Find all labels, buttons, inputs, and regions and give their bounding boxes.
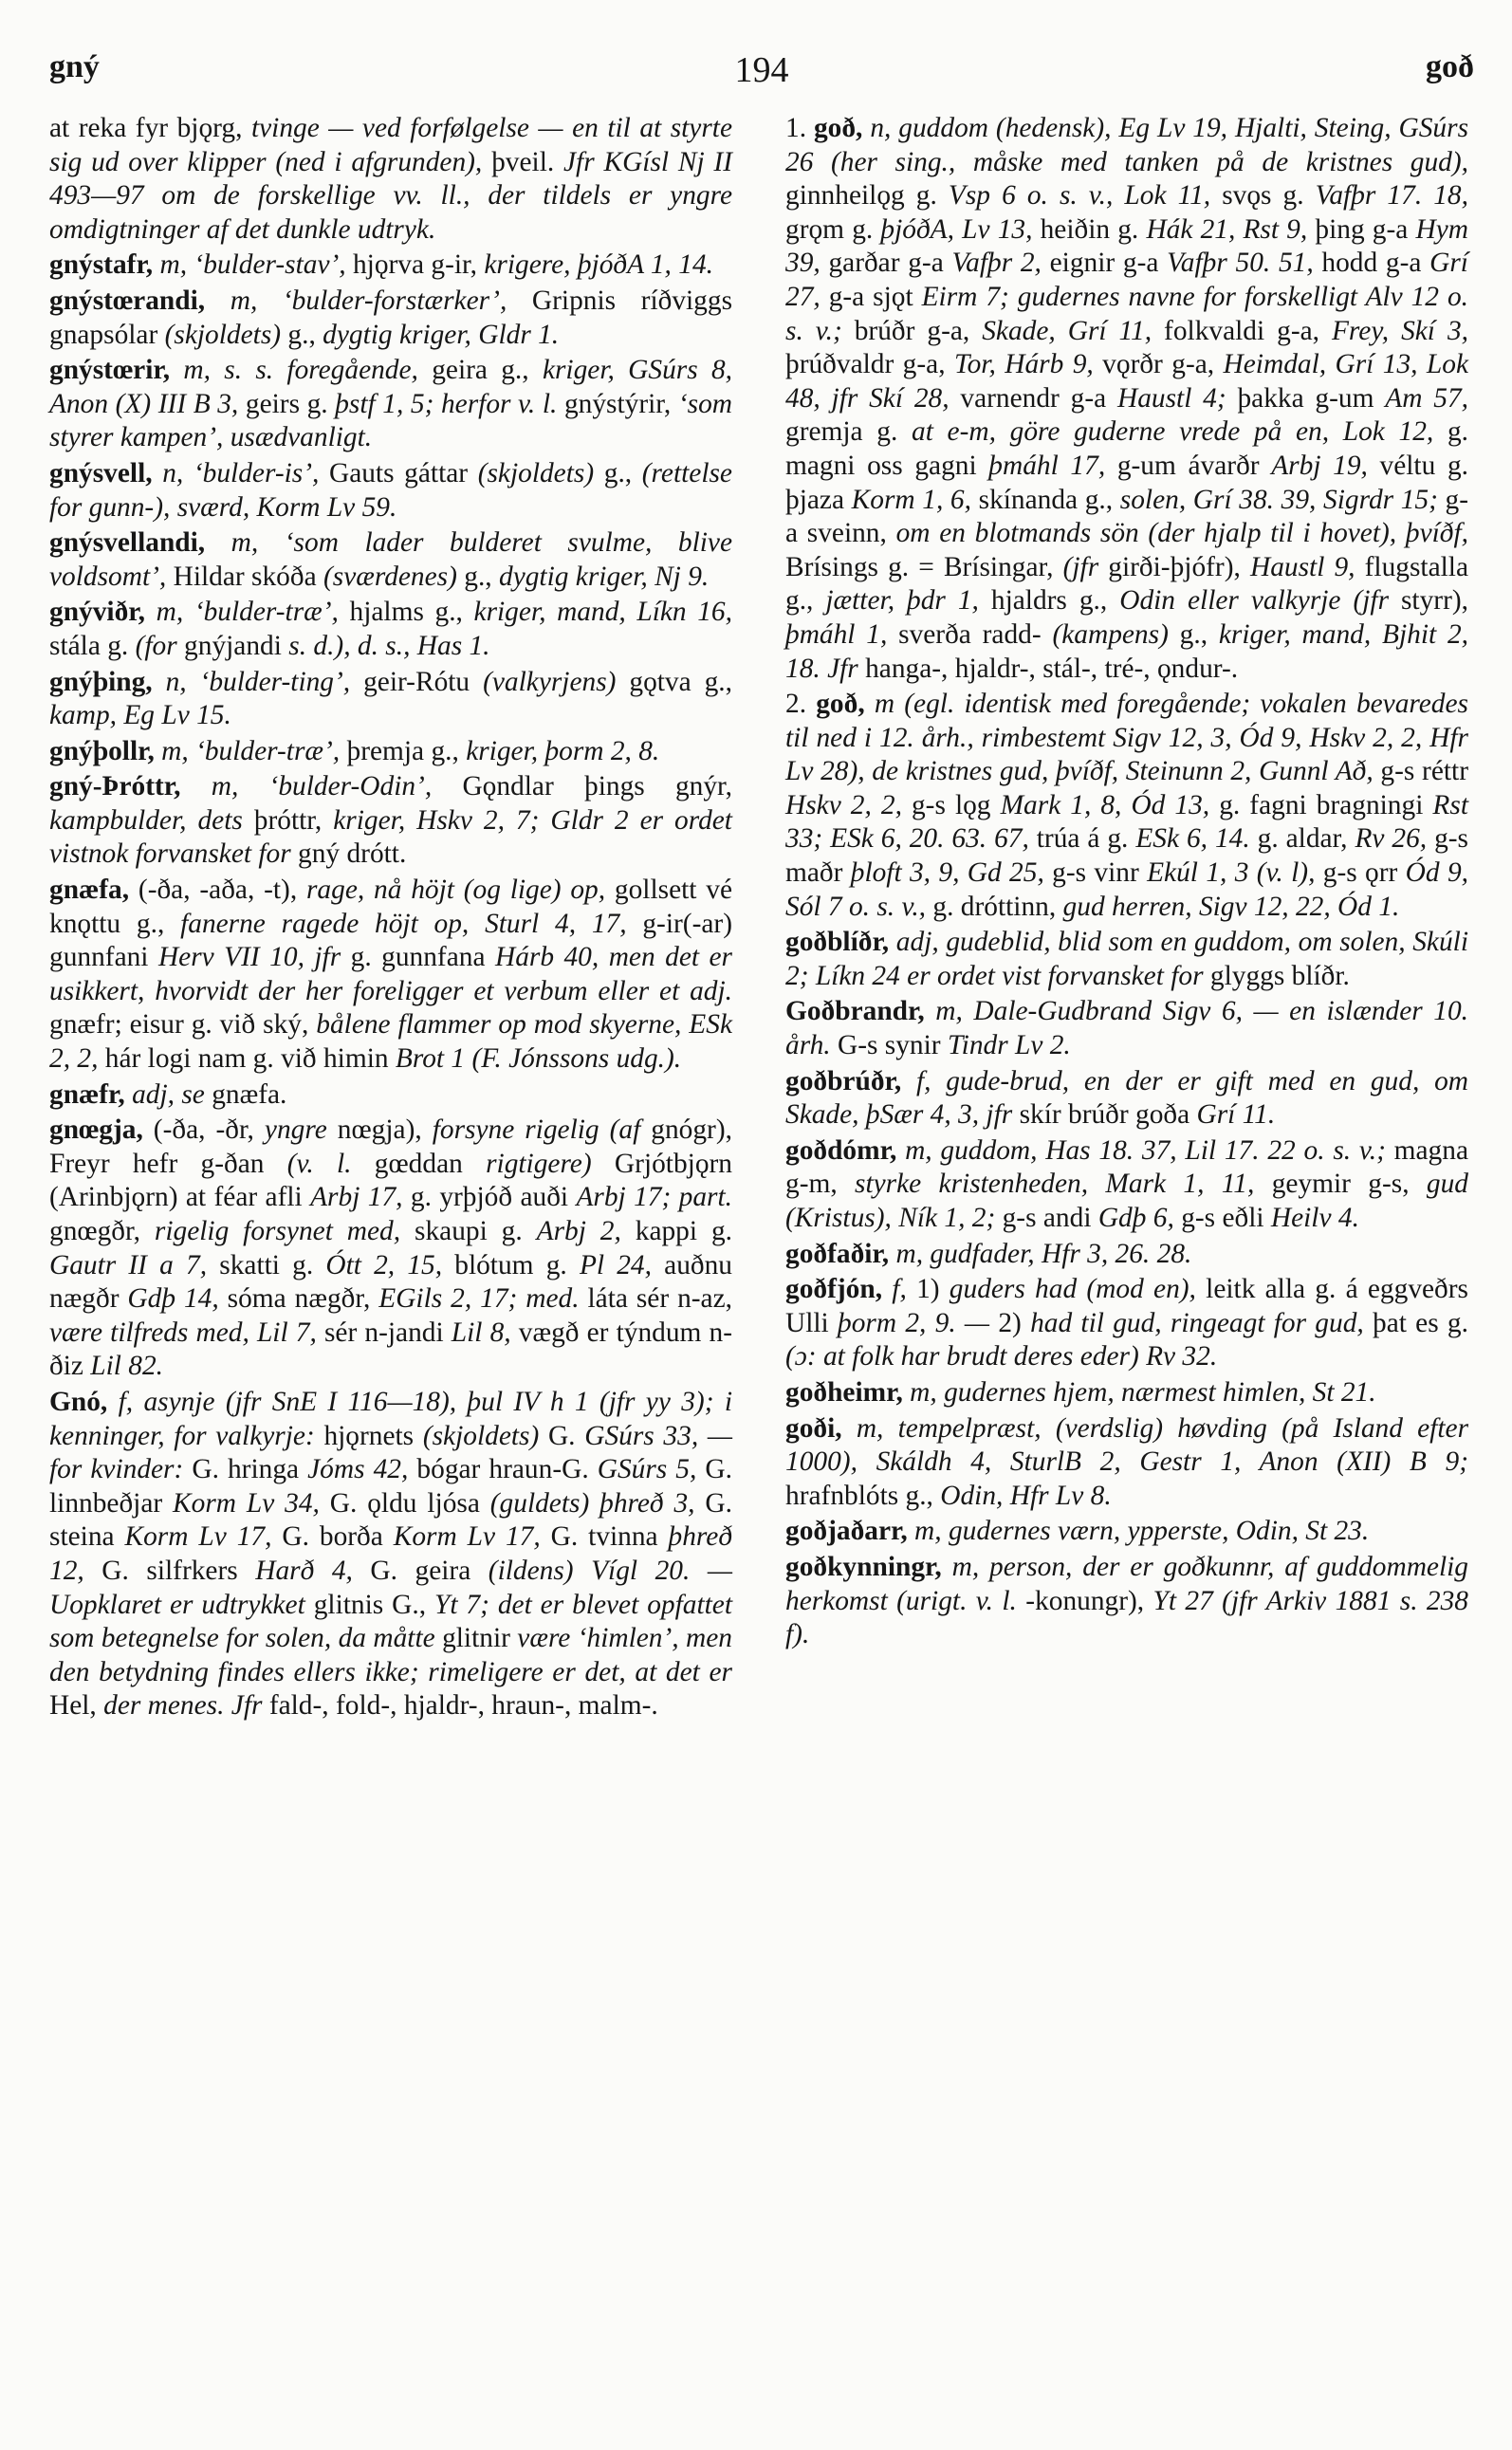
entry-text: n, ‘bulder-ting’, (165, 666, 364, 697)
entry-text: Grí 11. (1196, 1099, 1276, 1131)
entry-text: g., (1179, 618, 1219, 650)
dictionary-entry (49, 112, 732, 247)
entry-headword: goðfaðir, (785, 1238, 896, 1269)
entry-text: g., (603, 457, 642, 488)
entry-text: m, gudernes værn, ypperste, Odin, St 23. (914, 1516, 1370, 1547)
entry-text: Ekúl 1, 3 (v. l), (1147, 857, 1323, 889)
entry-text: dygtig kriger, Gldr 1. (323, 319, 560, 350)
entry-text: (-ða, -aða, -t), (138, 875, 306, 906)
entry-text: Vafþr 17. 18, (1315, 180, 1468, 212)
entry-text: (guldets) þhreð 3, (489, 1487, 706, 1519)
entry-text: rigtigere) (486, 1148, 615, 1179)
entry-text: ginnheilǫg g. (785, 180, 949, 212)
entry-text: (skjoldets) (164, 319, 288, 350)
entry-text: gœddan (374, 1148, 487, 1179)
entry-text: g. aldar, (1257, 823, 1355, 855)
entry-text: skaupi g. (415, 1216, 537, 1246)
entry-text: s. d.), d. s., Has 1. (288, 630, 490, 661)
entry-headword: gnýsvell, (49, 457, 163, 488)
entry-text: G. steina (49, 1487, 732, 1553)
entry-text: (sværdenes) (323, 561, 465, 592)
entry-text: m, ‘bulder-stav’, (159, 249, 353, 281)
entry-text: geira g., (432, 355, 543, 386)
dictionary-entry (49, 285, 732, 352)
entry-text: hanga-, hjaldr-, stál-, tré-, ǫndur-. (865, 653, 1239, 684)
entry-text: sóma nægðr, (227, 1283, 379, 1315)
entry-text: Jóms 42, (307, 1454, 417, 1485)
entry-text: bógar hraun-G. (416, 1454, 598, 1485)
entry-text: G. tvinna (550, 1521, 669, 1553)
entry-headword: goð, (816, 689, 875, 720)
dictionary-entry (49, 666, 732, 733)
entry-text: n, ‘bulder-is’, (162, 457, 329, 488)
dictionary-entry (49, 735, 732, 769)
dictionary-entry (785, 1065, 1468, 1133)
entry-text: grǫm g. (785, 213, 881, 245)
entry-text: gnæfa. (212, 1078, 287, 1110)
entry-text: g-a sveinn, (785, 484, 1469, 549)
entry-text: glyggs blíðr. (1209, 960, 1350, 991)
page-number: 194 (734, 50, 789, 90)
entry-text: sverða radd- (898, 618, 1053, 650)
entry-text: heiðin g. (1040, 213, 1147, 245)
entry-text: m, ‘bulder-Odin’, (211, 771, 463, 802)
entry-text: 2) (998, 1307, 1031, 1338)
entry-text: m, Dale-Gudbrand Sigv 6, — en islænder 10. årh. (785, 996, 1468, 1061)
entry-text: Gautr II a 7, (49, 1249, 220, 1280)
entry-text: rigelig forsynet med, (154, 1216, 415, 1246)
entry-text: hjǫrva g-ir, (352, 249, 485, 281)
left-guide-word: gný (49, 49, 100, 84)
entry-text: skatti g. (219, 1249, 326, 1280)
entry-text: kriger, GSúrs 8, Anon (X) III B 3, (49, 355, 732, 419)
entry-text: G. ǫldu ljósa (329, 1487, 490, 1519)
entry-headword: gnæfa, (49, 875, 138, 906)
entry-text: styrr), (1400, 585, 1468, 617)
entry-text: gnýjandi (184, 630, 289, 661)
entry-text: Am 57, (1385, 382, 1469, 414)
entry-headword: Gnó, (49, 1386, 119, 1417)
entry-text: g-s andi (1002, 1203, 1098, 1233)
entry-text: Lil 82. (90, 1351, 164, 1382)
entry-text: g-um ávarðr (1116, 450, 1272, 481)
dictionary-entry (785, 1238, 1468, 1272)
dictionary-entry (49, 1078, 732, 1113)
entry-text: geirs g. (245, 388, 336, 419)
entry-text: (v. l. (286, 1148, 375, 1179)
entry-text: þveil. (491, 146, 564, 177)
entry-text: Heimdal, Grí 13, Lok 48, jfr Skí 28, (785, 349, 1468, 414)
entry-text: nœgja), (337, 1114, 433, 1146)
entry-text: Gripnis ríðviggs gnapsólar (49, 285, 733, 350)
entry-text: (kampens) (1052, 618, 1180, 650)
entry-text: Hárb 40, men det er usikkert, hvorvidt der her foreligger et verbum eller et adj. (49, 942, 732, 1006)
entry-text: g-s maðr (785, 823, 1468, 889)
entry-text: brúðr g-a, (854, 315, 983, 346)
entry-text: véltu g. þjaza (785, 450, 1468, 515)
entry-text: glitnis G., (313, 1589, 434, 1620)
entry-text: vægð er týndum n-ðiz (49, 1317, 733, 1382)
entry-text: G. geira (370, 1555, 489, 1586)
entry-headword: gnæfr, (49, 1078, 133, 1110)
entry-text: (valkyrjens) (483, 666, 630, 697)
entry-text: þorm 2, 9. — (838, 1307, 999, 1338)
entry-text: þing g-a (1315, 213, 1416, 245)
entry-text: m, ‘bulder-forstærker’, (230, 285, 532, 316)
entry-text: glitnir (442, 1623, 518, 1654)
entry-text: skír brúðr goða (1019, 1099, 1197, 1131)
entry-text: kriger, mand, Líkn 16, (473, 597, 732, 628)
entry-text: hrafnblóts g., (785, 1480, 941, 1511)
entry-headword: gnýstœrir, (49, 355, 184, 386)
entry-text: Vafþr 2, (951, 248, 1050, 279)
entry-headword: goðblíðr, (785, 927, 896, 958)
entry-text: g. magni oss gagni (785, 416, 1468, 481)
entry-text: Gauts gáttar (328, 457, 478, 488)
entry-text: trúa á g. (1036, 823, 1136, 855)
entry-text: g-s eðli (1181, 1203, 1271, 1233)
entry-text: sér n-jandi (323, 1317, 452, 1348)
entry-text: g., (464, 561, 499, 592)
entry-text: g., (287, 319, 323, 350)
entry-headword: Goðbrandr, (785, 996, 936, 1027)
entry-text: gný drótt. (298, 838, 407, 870)
entry-text: folkvaldi g-a, (1164, 315, 1332, 346)
entry-headword: goðfjón, (785, 1274, 893, 1305)
entry-text: gnýstýrir, (563, 388, 678, 419)
entry-text: Arbj 17; part. (576, 1182, 733, 1213)
entry-text: G-s synir (838, 1030, 948, 1061)
entry-text: Gǫndlar þings gnýr, (462, 771, 732, 802)
entry-text: m, ‘bulder-træ’, (156, 597, 350, 628)
entry-text: G. silfrkers (101, 1555, 256, 1586)
entry-text: Pl 24, (579, 1249, 665, 1280)
entry-text: flugstalla g., (785, 551, 1468, 617)
entry-text: kamp, Eg Lv 15. (49, 700, 231, 731)
entry-text: f, asynje (jfr SnE I 116—18), þul IV h 1 (jfr yy 3); i kenninger, for valkyrje: (49, 1386, 732, 1451)
entry-text: m, gudernes hjem, nærmest himlen, St 21. (910, 1376, 1376, 1408)
entry-text: yngre (264, 1114, 338, 1146)
entry-headword: goðdómr, (785, 1134, 906, 1166)
entry-headword: goði, (785, 1412, 857, 1444)
entry-text: hjalms g., (349, 597, 474, 628)
entry-text: Korm Lv 17, (393, 1521, 551, 1553)
dictionary-entry (49, 249, 732, 283)
entry-text: rage, nå höjt (og lige) op, (305, 875, 615, 906)
entry-text: Jfr KGísl Nj II 493—97 om de forskellige vv. ll., der tildels er yngre omdigtninger af det dunkle udtryk. (49, 146, 732, 245)
right-guide-word: goð (1426, 49, 1474, 84)
entry-text: vǫrðr g-a, (1102, 349, 1224, 380)
entry-text: GSúrs 5, (597, 1454, 706, 1485)
entry-text: dygtig kriger, Nj 9. (499, 561, 710, 592)
entry-text: þjóðA, Lv 13, (880, 213, 1041, 245)
entry-text: (skjoldets) (477, 457, 604, 488)
entry-text: gud (Kristus), Ník 1, 2; (785, 1169, 1468, 1233)
entry-text: g-s ǫrr (1322, 857, 1406, 889)
entry-text: Brísings g. = Brísingar, (785, 551, 1063, 582)
entry-text: Gdþ 6, (1097, 1203, 1182, 1233)
entry-text: Herv VII 10, jfr (157, 942, 351, 973)
entry-text: m, ‘bulder-træ’, (161, 735, 347, 766)
entry-text: auðnu nægðr (49, 1249, 732, 1315)
entry-headword: goðkynningr, (785, 1551, 952, 1582)
entry-text: at e-m, göre guderne vrede på en, Lok 12, (912, 416, 1447, 448)
entry-text: had til gud, ringeagt for gud, (1030, 1307, 1374, 1338)
entry-text: hár logi nam g. við himin (104, 1043, 396, 1075)
entry-text: gnógr), Freyr hefr g-ðan (49, 1114, 732, 1179)
dictionary-entry (785, 688, 1468, 924)
entry-headword: gnýþollr, (49, 735, 162, 766)
entry-text: Rst 33; ESk 6, 20. 63. 67, (785, 789, 1468, 855)
entry-text: n, guddom (hedensk), Eg Lv 19, Hjalti, Steing, GSúrs 26 (her sing., måske med tanken på de kristnes gud), (785, 113, 1469, 177)
entry-text: leitk alla g. á eggveðrs Ulli (785, 1274, 1468, 1338)
entry-text: (ildens) Vígl 20. — Uopklaret er udtrykket (49, 1555, 733, 1620)
entry-text: Hym 39, (785, 213, 1468, 279)
dictionary-entry (49, 457, 732, 525)
entry-text: om en blotmands sön (der hjalp til i hovet), þvíðf, (895, 518, 1468, 549)
entry-text: varnendr g-a (960, 382, 1117, 414)
entry-text: m, guddom, Has 18. 37, Lil 17. 22 o. s. v.; (905, 1134, 1394, 1166)
entry-text: f, gude-brud, en der er gift med en gud, om Skade, þSær 4, 3, jfr (785, 1065, 1468, 1131)
entry-text: adj, se (132, 1078, 212, 1110)
entry-text: Harð 4, (255, 1555, 371, 1586)
entry-text: Yt 27 (jfr Arkiv 1881 s. 238 f). (785, 1585, 1469, 1650)
entry-text: G. hringa (192, 1454, 308, 1485)
entry-text: kampbulder, dets (49, 804, 254, 836)
dictionary-entry (49, 596, 732, 663)
entry-text: -konungr), (1025, 1585, 1153, 1616)
entry-text: Haustl 4; (1116, 382, 1238, 414)
entry-text: styrke kristenheden, Mark 1, 11, (855, 1169, 1272, 1200)
entry-text: Heilv 4. (1270, 1203, 1359, 1233)
entry-text: Rv 26, (1355, 823, 1435, 855)
entry-text: þstf 1, 5; herfor v. l. (335, 388, 564, 419)
entry-text: kriger, mand, Bjhit 2, 18. Jfr (785, 618, 1468, 684)
entry-text: Arbj 2, (536, 1216, 636, 1246)
entry-text: Odin, Hfr Lv 8. (940, 1480, 1112, 1511)
entry-text: Ótt 2, 15, (325, 1249, 455, 1280)
entry-text: G. borða (282, 1521, 394, 1553)
entry-headword: gnýviðr, (49, 597, 157, 628)
entry-text: 1. (785, 113, 814, 143)
dictionary-entry (785, 1551, 1468, 1652)
entry-text: Korm Lv 34, (173, 1487, 330, 1519)
entry-text: Tor, Hárb 9, (953, 349, 1103, 380)
entry-text: m, ‘som lader bulderet svulme, blive voldsomt’, (49, 527, 732, 592)
entry-text: kappi g. (635, 1216, 733, 1246)
entry-text: Tindr Lv 2. (947, 1030, 1071, 1061)
entry-text: Hák 21, Rst 9, (1146, 213, 1316, 245)
entry-headword: gnýsvellandi, (49, 527, 231, 559)
dictionary-entry (49, 874, 732, 1077)
entry-text: (rettelse for gunn-), sværd, Korm Lv 59. (49, 457, 732, 523)
right-column (785, 112, 1468, 1652)
dictionary-entry (785, 1134, 1468, 1236)
entry-text: Haustl 9, (1249, 551, 1365, 582)
entry-text: ESk 6, 14. (1135, 823, 1258, 855)
entry-text: Frey, Skí 3, (1331, 315, 1468, 346)
dictionary-entry (785, 1412, 1468, 1514)
entry-text: skínanda g., (978, 484, 1120, 515)
dictionary-entry (785, 1515, 1468, 1549)
entry-text: at reka fyr bjǫrg, (49, 113, 251, 143)
entry-text: Gdþ 14, (127, 1283, 228, 1315)
entry-text: Arbj 17, (310, 1182, 411, 1213)
dictionary-entry (49, 1114, 732, 1384)
entry-text: (ɔ: at folk har brudt deres eder) Rv 32. (785, 1341, 1218, 1372)
entry-text: Mark 1, 8, Ód 13, (1000, 789, 1220, 820)
entry-text: eignir g-a (1049, 248, 1168, 279)
entry-text: Hel, (49, 1690, 104, 1722)
entry-text: f, (892, 1274, 917, 1305)
entry-text: G. linnbeðjar (49, 1454, 732, 1519)
entry-headword: goðbrúðr, (785, 1065, 916, 1096)
entry-text: jætter, þdr 1, (825, 585, 991, 617)
entry-text: være tilfreds med, Lil 7, (49, 1317, 324, 1348)
dictionary-entry (785, 112, 1468, 686)
entry-text: Yt 7; det er blevet opfattet som betegnelse for solen, da måtte (49, 1589, 732, 1654)
entry-text: Hskv 2, 2, (785, 789, 912, 820)
entry-text: Korm Lv 17, (124, 1521, 283, 1553)
entry-text: geymir g-s, (1271, 1169, 1427, 1200)
entry-text: GSúrs 33, — for kvinder: (49, 1420, 732, 1485)
entry-text: (jfr (1062, 551, 1109, 582)
entry-text: g. fagni bragningi (1219, 789, 1433, 820)
entry-text: g-ir(-ar) gunnfani (49, 908, 732, 973)
entry-text: fanerne ragede höjt op, Sturl 4, 17, (180, 908, 643, 939)
entry-text: m (egl. identisk med foregående; vokalen bevaredes til ned i 12. årh., rimbestemt Sigv 12, 3, Ód 9, Hskv 2, 2, Hfr Lv 28), de kristnes gud, þvíðf, Steinunn 2, Gunnl Að, (785, 689, 1468, 787)
entry-text: Hildar skóða (173, 561, 323, 592)
entry-text: þmáhl 1, (785, 618, 899, 650)
entry-text: kriger, Hskv 2, 7; Gldr 2 er ordet vistnok forvansket for (49, 804, 732, 870)
entry-text: þmáhl 17, (988, 450, 1117, 481)
entry-text: solen, Grí 38. 39, Sigrdr 15; (1119, 484, 1446, 515)
entry-text: adj, gudeblid, blid som en guddom, om solen, Skúli 2; Líkn 24 er ordet vist forvansket for (785, 927, 1468, 991)
entry-text: m, person, der er goðkunnr, af guddommelig herkomst (urigt. v. l. (785, 1551, 1468, 1616)
entry-text: g-s lǫg (911, 789, 1001, 820)
entry-text: gollsett vé knǫttu g., (49, 875, 732, 939)
entry-text: þakka g-um (1237, 382, 1386, 414)
entry-text: Vafþr 50. 51, (1167, 248, 1322, 279)
entry-headword: gnýstafr, (49, 249, 160, 281)
entry-text: (-ða, -ðr, (153, 1114, 265, 1146)
entry-text: gud herren, Sigv 12, 22, Ód 1. (1062, 891, 1400, 922)
entry-text: þloft 3, 9, Gd 25, (850, 857, 1053, 889)
entry-text: Arbj 19, (1271, 450, 1380, 481)
entry-text: Lil 8, (451, 1317, 519, 1348)
entry-text: hjaldrs g., (990, 585, 1120, 617)
entry-text: Skade, Grí 11, (982, 315, 1165, 346)
dictionary-entry (785, 995, 1468, 1062)
dictionary-entry (49, 526, 732, 594)
entry-text: kriger, þorm 2, 8. (466, 735, 660, 766)
entry-text: láta sér n-az, (587, 1283, 732, 1315)
entry-text: gnœgðr, (49, 1216, 155, 1246)
entry-text: þrúðvaldr g-a, (785, 349, 954, 380)
entry-text: Ód 9, Sól 7 o. s. v., (785, 857, 1468, 922)
left-column (49, 112, 732, 1723)
dictionary-entry (49, 1386, 732, 1723)
entry-headword: gnœgja, (49, 1114, 154, 1146)
entry-headword: goðjaðarr, (785, 1516, 915, 1547)
entry-text: Grí 27, (785, 248, 1468, 312)
entry-headword: gnýstœrandi, (49, 285, 230, 316)
entry-text: stála g. (49, 630, 136, 661)
entry-text: Grjótbjǫrn (Arinbjǫrn) at féar afli (49, 1148, 732, 1213)
entry-text: þat es g. (1373, 1307, 1468, 1338)
entry-text: magna g-m, (785, 1134, 1468, 1200)
page-header (49, 49, 1474, 93)
entry-text: der menes. Jfr (103, 1690, 269, 1722)
entry-text: krigere, þjóðA 1, 14. (484, 249, 713, 281)
entry-text: Eirm 7; gudernes navne for forskelligt Alv 12 o. s. v.; (785, 281, 1468, 346)
entry-text: g. gunnfana (350, 942, 495, 973)
entry-text: hjǫrnets (323, 1420, 423, 1451)
entry-text: (skjoldets) (422, 1420, 548, 1451)
entry-text: þremja g., (346, 735, 467, 766)
entry-text: 2. (785, 689, 817, 720)
entry-text: m, s. s. foregående, (183, 355, 433, 386)
entry-text: guders had (mod en), (949, 1274, 1207, 1305)
entry-text: EGils 2, 17; med. (378, 1283, 588, 1315)
entry-text: geir-Rótu (363, 666, 484, 697)
entry-text: g-s vinr (1052, 857, 1148, 889)
entry-text: g-a sjǫt (828, 281, 922, 312)
entry-text: G. (547, 1420, 585, 1451)
entry-headword: gný-Þróttr, (49, 771, 212, 802)
entry-text: (for (135, 630, 185, 661)
entry-text: girði-þjófr), (1108, 551, 1250, 582)
entry-text: gǫtva g., (629, 666, 732, 697)
entry-text: fald-, fold-, hjaldr-, hraun-, malm-. (268, 1690, 658, 1722)
entry-text: 1) (916, 1274, 950, 1305)
entry-text: ‘som styrer kampen’, usædvanligt. (49, 388, 732, 453)
entry-headword: goðheimr, (785, 1376, 911, 1408)
entry-text: g. yrþjóð auði (410, 1182, 577, 1213)
entry-text: gnæfr; eisur g. við ský, (49, 1009, 317, 1041)
dictionary-entry (785, 1376, 1468, 1410)
entry-text: Odin eller valkyrje (jfr (1119, 585, 1401, 617)
entry-text: bålene flammer op mod skyerne, ESk 2, 2, (49, 1009, 732, 1075)
entry-text: m, tempelpræst, (verdslig) høvding (på Island efter 1000), Skáldh 4, SturlB 2, Gestr 1, Anon (XII) B 9; (785, 1412, 1469, 1478)
entry-text: þróttr, (253, 804, 334, 836)
entry-text: Korm 1, 6, (851, 484, 979, 515)
entry-text: svǫs g. (1222, 180, 1316, 212)
entry-headword: goð, (813, 113, 871, 143)
dictionary-entry (49, 770, 732, 872)
entry-headword: gnýþing, (49, 666, 166, 697)
entry-text: Brot 1 (F. Jónssons udg.). (395, 1043, 682, 1075)
entry-text: være ‘himlen’, men den betydning findes ellers ikke; rimeligere er det, at det er (49, 1623, 732, 1687)
entry-text: garðar g-a (828, 248, 952, 279)
entry-text: g-s réttr (1380, 756, 1468, 787)
entry-text: Vsp 6 o. s. v., Lok 11, (948, 180, 1223, 212)
dictionary-entry (785, 1273, 1468, 1374)
dictionary-entry (49, 354, 732, 455)
entry-text: tvinge — ved forfølgelse — en til at styrte sig ud over klipper (ned i afgrunden), (49, 113, 732, 177)
entry-text: hodd g-a (1321, 248, 1430, 279)
entry-text: m, gudfader, Hfr 3, 26. 28. (895, 1238, 1192, 1269)
entry-text: forsyne rigelig (af (432, 1114, 652, 1146)
dictionary-entry (785, 926, 1468, 993)
entry-text: þhreð 12, (49, 1521, 733, 1586)
entry-text: g. dróttinn, (932, 891, 1063, 922)
entry-text: gremja g. (785, 416, 912, 448)
entry-text: blótum g. (454, 1249, 580, 1280)
